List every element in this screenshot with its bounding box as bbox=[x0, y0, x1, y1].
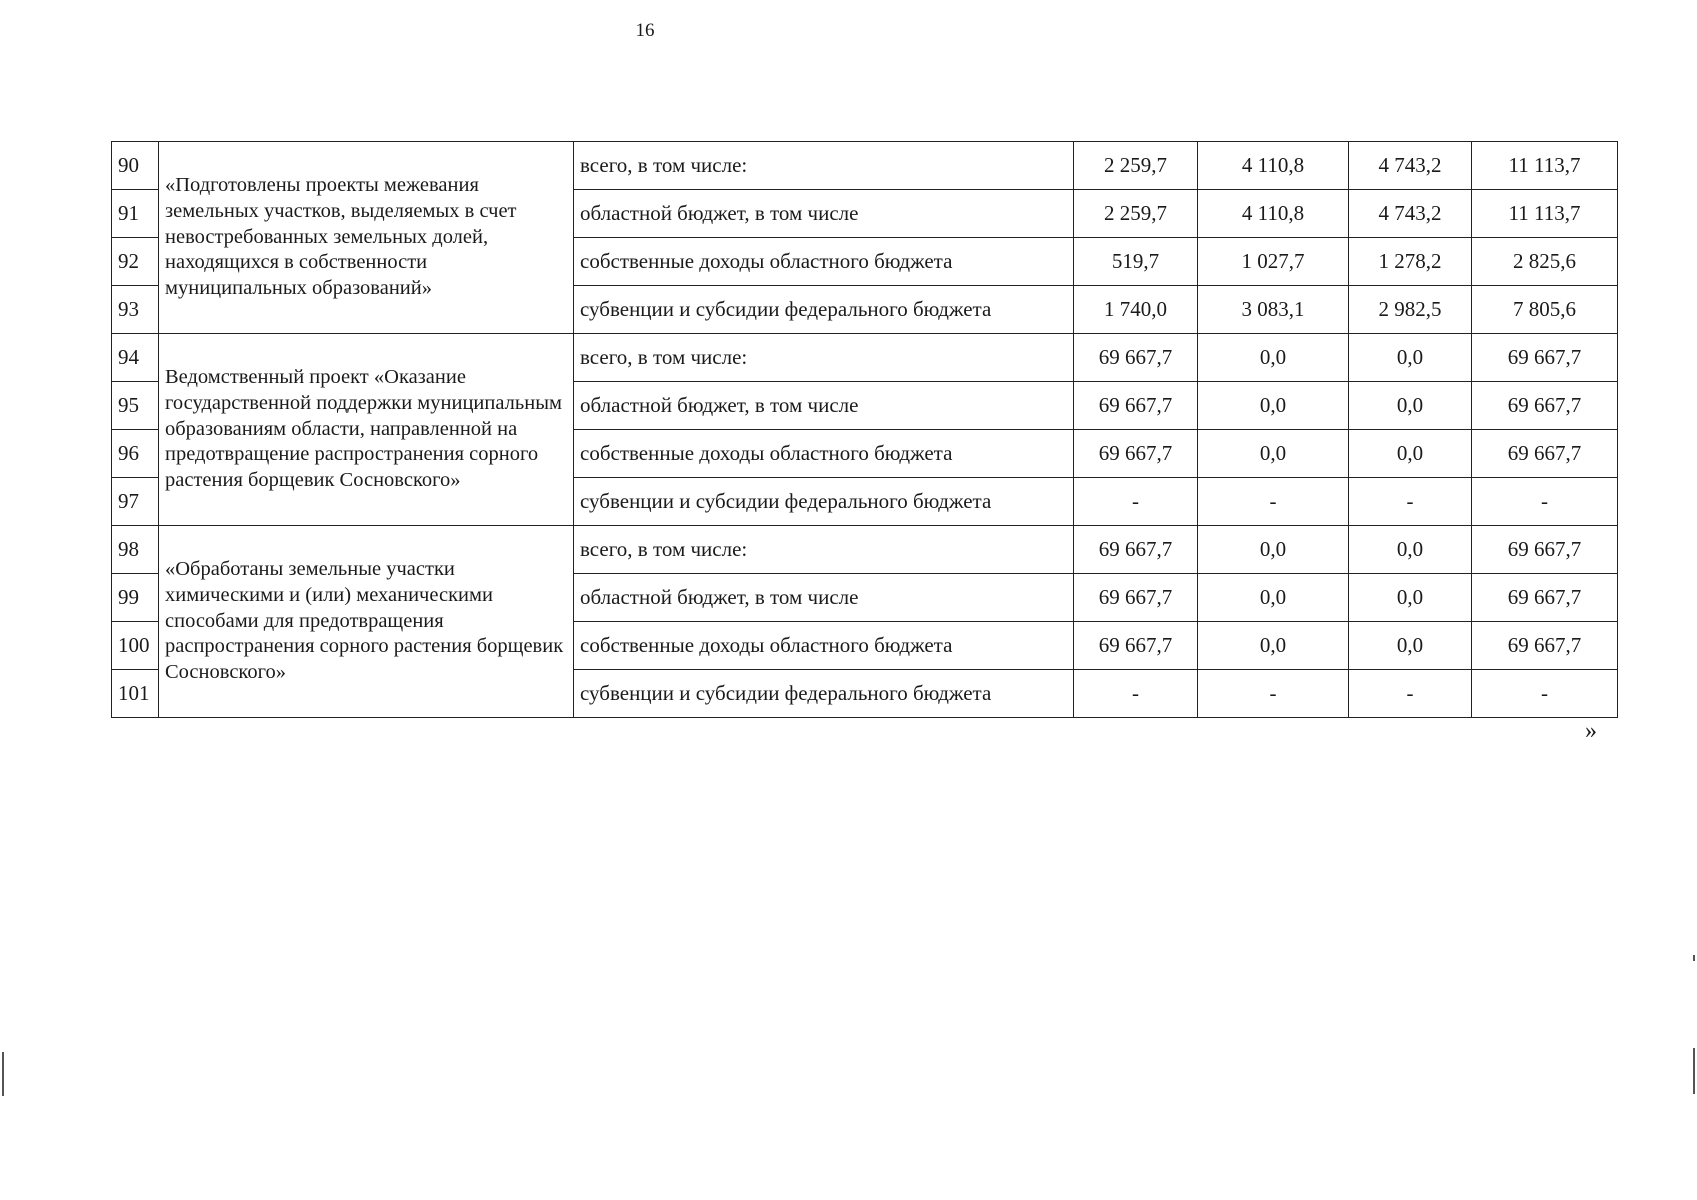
row-number: 93 bbox=[112, 286, 159, 334]
funding-source: собственные доходы областного бюджета bbox=[574, 238, 1074, 286]
value-cell: 2 259,7 bbox=[1074, 142, 1198, 190]
total-cell: 69 667,7 bbox=[1472, 382, 1618, 430]
scan-edge-mark bbox=[2, 1052, 4, 1096]
row-number: 91 bbox=[112, 190, 159, 238]
value-cell: 2 982,5 bbox=[1349, 286, 1472, 334]
value-cell: 1 027,7 bbox=[1198, 238, 1349, 286]
funding-source: субвенции и субсидии федерального бюджета bbox=[574, 286, 1074, 334]
row-number: 98 bbox=[112, 526, 159, 574]
total-cell: 69 667,7 bbox=[1472, 526, 1618, 574]
value-cell: 69 667,7 bbox=[1074, 574, 1198, 622]
value-cell: 0,0 bbox=[1349, 574, 1472, 622]
funding-source: всего, в том числе: bbox=[574, 142, 1074, 190]
value-cell: 0,0 bbox=[1198, 526, 1349, 574]
funding-source: областной бюджет, в том числе bbox=[574, 190, 1074, 238]
total-cell: 69 667,7 bbox=[1472, 334, 1618, 382]
event-name: Ведомственный проект «Оказание государственной поддержки муниципальным образованиям области, направленной на предотвращение распространения сорного растения борщевик Сосновского» bbox=[159, 334, 574, 526]
scan-edge-mark bbox=[1693, 955, 1695, 961]
value-cell: 0,0 bbox=[1198, 622, 1349, 670]
value-cell: 3 083,1 bbox=[1198, 286, 1349, 334]
value-cell: 69 667,7 bbox=[1074, 382, 1198, 430]
funding-source: всего, в том числе: bbox=[574, 526, 1074, 574]
total-cell: 69 667,7 bbox=[1472, 430, 1618, 478]
total-cell: - bbox=[1472, 670, 1618, 718]
row-number: 97 bbox=[112, 478, 159, 526]
funding-source: собственные доходы областного бюджета bbox=[574, 622, 1074, 670]
value-cell: - bbox=[1074, 670, 1198, 718]
table-row bbox=[112, 142, 1618, 190]
budget-table bbox=[111, 141, 1618, 718]
funding-source: всего, в том числе: bbox=[574, 334, 1074, 382]
value-cell: 69 667,7 bbox=[1074, 334, 1198, 382]
funding-source: областной бюджет, в том числе bbox=[574, 574, 1074, 622]
total-cell: 69 667,7 bbox=[1472, 574, 1618, 622]
value-cell: 1 740,0 bbox=[1074, 286, 1198, 334]
row-number: 92 bbox=[112, 238, 159, 286]
value-cell: - bbox=[1198, 478, 1349, 526]
value-cell: 4 110,8 bbox=[1198, 190, 1349, 238]
table-row bbox=[112, 334, 1618, 382]
value-cell: 0,0 bbox=[1349, 622, 1472, 670]
value-cell: 0,0 bbox=[1349, 334, 1472, 382]
value-cell: 69 667,7 bbox=[1074, 526, 1198, 574]
funding-source: областной бюджет, в том числе bbox=[574, 382, 1074, 430]
value-cell: 4 743,2 bbox=[1349, 142, 1472, 190]
row-number: 94 bbox=[112, 334, 159, 382]
funding-source: субвенции и субсидии федерального бюджета bbox=[574, 670, 1074, 718]
total-cell: 2 825,6 bbox=[1472, 238, 1618, 286]
value-cell: 0,0 bbox=[1198, 334, 1349, 382]
row-number: 99 bbox=[112, 574, 159, 622]
value-cell: - bbox=[1349, 670, 1472, 718]
value-cell: - bbox=[1074, 478, 1198, 526]
table-row bbox=[112, 526, 1618, 574]
row-number: 90 bbox=[112, 142, 159, 190]
value-cell: 0,0 bbox=[1198, 430, 1349, 478]
value-cell: 69 667,7 bbox=[1074, 622, 1198, 670]
value-cell: 0,0 bbox=[1349, 430, 1472, 478]
row-number: 96 bbox=[112, 430, 159, 478]
value-cell: - bbox=[1198, 670, 1349, 718]
row-number: 95 bbox=[112, 382, 159, 430]
event-name: «Подготовлены проекты межевания земельных участков, выделяемых в счет невостребованных земельных долей, находящихся в собственности муниципальных образований» bbox=[159, 142, 574, 334]
row-number: 100 bbox=[112, 622, 159, 670]
closing-quote-mark: » bbox=[1585, 718, 1597, 744]
value-cell: 0,0 bbox=[1349, 382, 1472, 430]
event-name: «Обработаны земельные участки химическими и (или) механическими способами для предотвращения распространения сорного растения борщевик Сосновского» bbox=[159, 526, 574, 718]
value-cell: 519,7 bbox=[1074, 238, 1198, 286]
total-cell: 7 805,6 bbox=[1472, 286, 1618, 334]
funding-source: собственные доходы областного бюджета bbox=[574, 430, 1074, 478]
value-cell: 1 278,2 bbox=[1349, 238, 1472, 286]
value-cell: 0,0 bbox=[1198, 382, 1349, 430]
value-cell: 4 110,8 bbox=[1198, 142, 1349, 190]
value-cell: 2 259,7 bbox=[1074, 190, 1198, 238]
page-number: 16 bbox=[635, 20, 655, 41]
row-number: 101 bbox=[112, 670, 159, 718]
total-cell: - bbox=[1472, 478, 1618, 526]
total-cell: 69 667,7 bbox=[1472, 622, 1618, 670]
value-cell: 0,0 bbox=[1349, 526, 1472, 574]
total-cell: 11 113,7 bbox=[1472, 190, 1618, 238]
value-cell: 0,0 bbox=[1198, 574, 1349, 622]
funding-source: субвенции и субсидии федерального бюджета bbox=[574, 478, 1074, 526]
value-cell: 69 667,7 bbox=[1074, 430, 1198, 478]
value-cell: 4 743,2 bbox=[1349, 190, 1472, 238]
value-cell: - bbox=[1349, 478, 1472, 526]
total-cell: 11 113,7 bbox=[1472, 142, 1618, 190]
scan-edge-mark bbox=[1693, 1048, 1695, 1094]
